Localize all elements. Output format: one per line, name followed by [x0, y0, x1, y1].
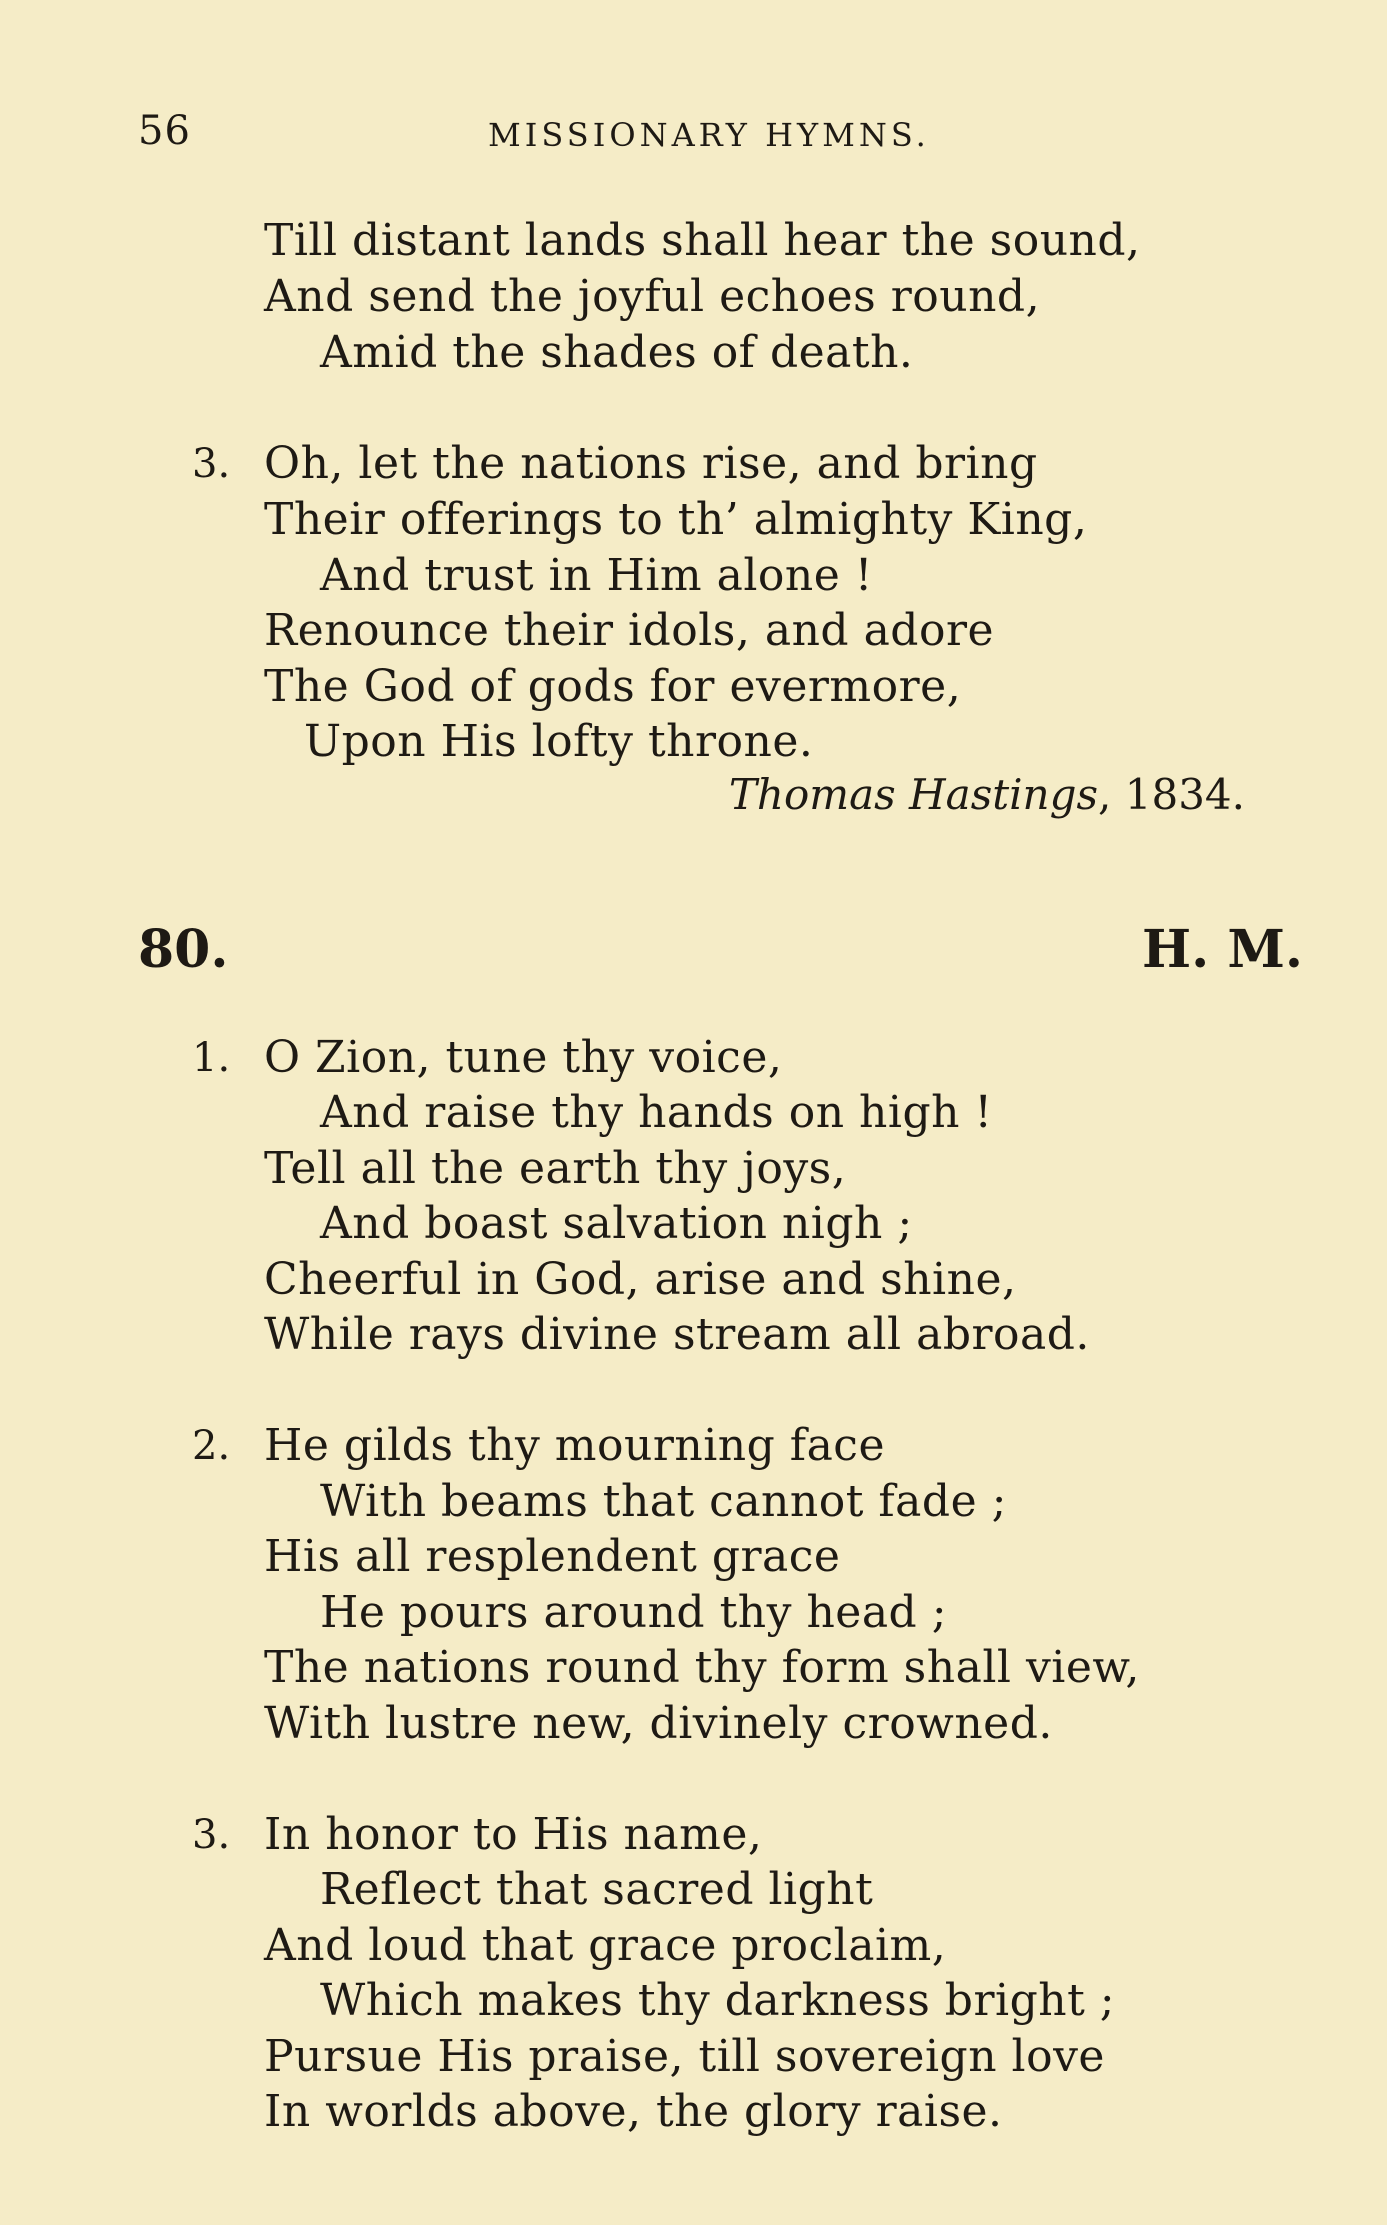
- hymn-attribution: [729, 767, 1245, 823]
- stanza-number: 3.: [192, 441, 231, 487]
- hymn-meter: H. M.: [1141, 919, 1303, 980]
- verse-line: Till distant lands shall hear the sound,: [264, 215, 1141, 266]
- verse-line: Pursue His praise, till sovereign love: [264, 2031, 1105, 2082]
- page-number: 56: [138, 108, 191, 154]
- verse-line: Their offerings to th’ almighty King,: [264, 494, 1088, 545]
- verse-line: O Zion, tune thy voice,: [264, 1032, 783, 1083]
- verse-line: And send the joyful echoes round,: [264, 271, 1041, 322]
- verse-line: And loud that grace proclaim,: [264, 1920, 947, 1971]
- verse-line: In worlds above, the glory raise.: [264, 2086, 1003, 2137]
- verse-line: His all resplendent grace: [264, 1531, 841, 1582]
- stanza-number: 2.: [192, 1423, 231, 1469]
- verse-line: Tell all the earth thy joys,: [264, 1143, 847, 1194]
- verse-line: He gilds thy mourning face: [264, 1420, 885, 1471]
- verse-line: And trust in Him alone !: [320, 550, 873, 601]
- verse-line: Which makes thy darkness bright ;: [320, 1975, 1116, 2026]
- verse-line: Renounce their idols, and adore: [264, 605, 995, 656]
- verse-line: Upon His lofty throne.: [304, 716, 814, 767]
- verse-line: The nations round thy form shall view,: [264, 1642, 1140, 1693]
- verse-line: The God of gods for evermore,: [264, 661, 962, 712]
- verse-line: He pours around thy head ;: [320, 1587, 948, 1638]
- verse-line: In honor to His name,: [264, 1809, 763, 1860]
- verse-line: With beams that cannot fade ;: [320, 1476, 1007, 1527]
- verse-line: Reflect that sacred light: [320, 1864, 874, 1915]
- verse-line: Oh, let the nations rise, and bring: [264, 438, 1038, 489]
- stanza-number: 1.: [192, 1035, 231, 1081]
- running-head: [0, 108, 1387, 158]
- verse-line: While rays divine stream all abroad.: [264, 1309, 1090, 1360]
- verse-line: And raise thy hands on high !: [320, 1087, 993, 1138]
- author-name: Thomas Hastings: [728, 770, 1099, 819]
- attribution-year: , 1834.: [1098, 770, 1245, 819]
- running-title: MISSIONARY HYMNS.: [488, 116, 930, 154]
- verse-line: With lustre new, divinely crowned.: [264, 1698, 1053, 1749]
- verse-line: Cheerful in God, arise and shine,: [264, 1254, 1017, 1305]
- verse-line: Amid the shades of death.: [320, 327, 914, 378]
- stanza-number: 3.: [192, 1812, 231, 1858]
- hymn-number: 80.: [138, 919, 229, 980]
- verse-line: And boast salvation nigh ;: [320, 1198, 913, 1249]
